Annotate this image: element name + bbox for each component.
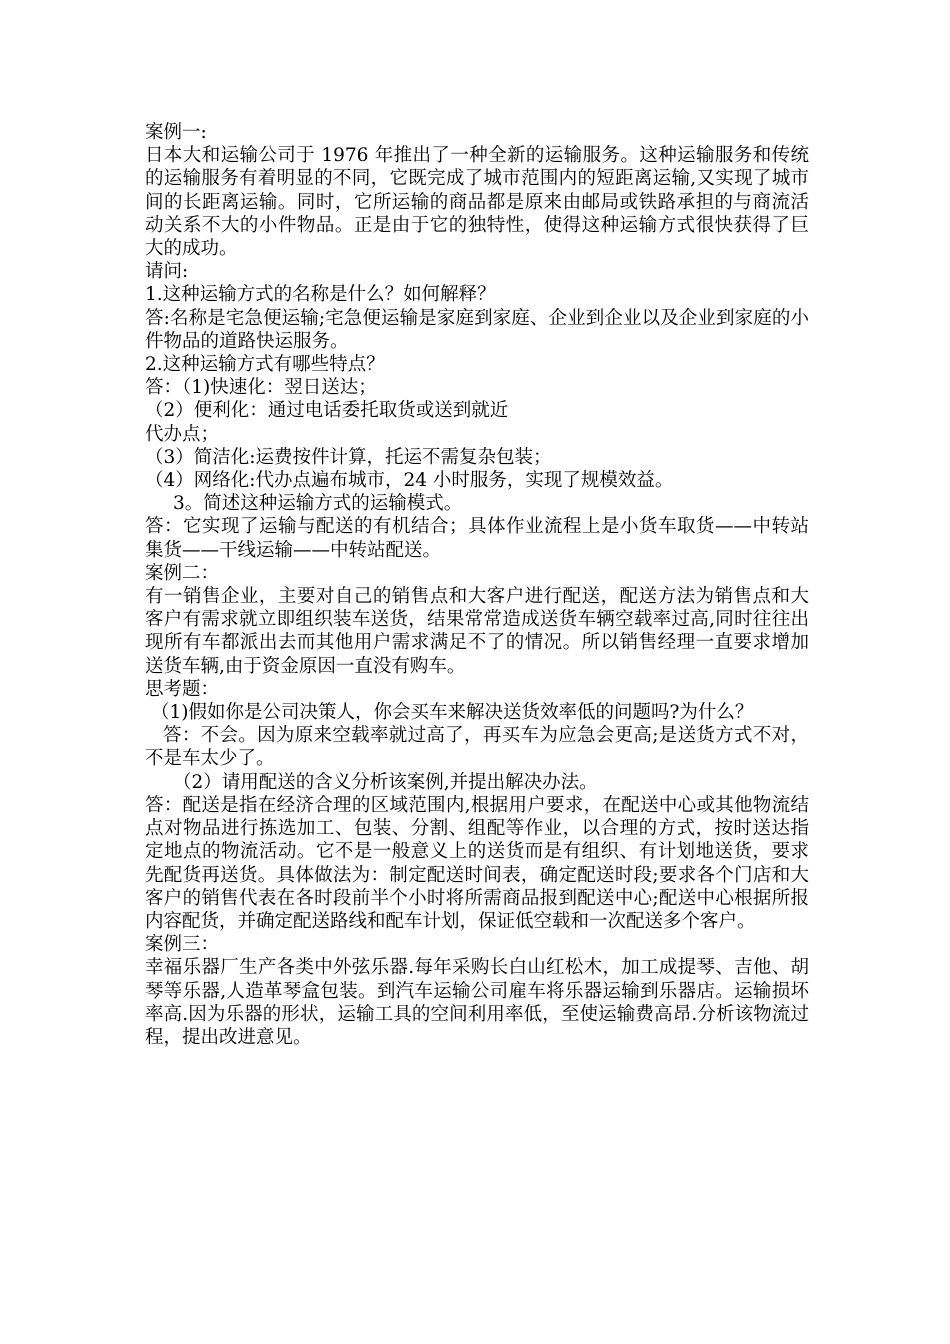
case1-question-1: 1.这种运输方式的名称是什么？如何解释？: [145, 284, 496, 306]
case1-text: 日本大和运输公司于 1976 年推出了一种全新的运输服务。这种运输服务和传统的运输服务有着明显的不同，它既完成了城市范围内的短距离运输,又实现了城市间的长距离运输。同时，它所运输的商品都是原来由邮局或铁路承担的与商流活动关系不大的小件物品。正是由于它的独特性，使得这种运输方式很快获得了巨大的成功。: [145, 145, 809, 260]
case3-heading: 案例三：: [145, 934, 220, 956]
case1-answer-2-item-1: 答：（1)快速化：翌日送达；: [145, 377, 377, 399]
case1-answer-2-item-2: （2）便利化：通过电话委托取货或送到就近: [145, 400, 509, 422]
case2-heading: 案例二：: [145, 562, 220, 584]
case2-question-1: （1)假如你是公司决策人，你会买车来解决送货效率低的问题吗?为什么？: [151, 702, 754, 724]
document-body: [145, 121, 809, 1049]
case2-question-label: 思考题：: [145, 678, 220, 700]
case1-question-label: 请问:: [145, 261, 189, 283]
case1-answer-2-item-3: （3）简洁化:运费按件计算，托运不需复杂包装；: [145, 446, 552, 468]
case3-text: 幸福乐器厂生产各类中外弦乐器.每年采购长白山红松木，加工成提琴、吉他、胡琴等乐器,人造革琴盒包装。到汽车运输公司雇车将乐器运输到乐器店。运输损坏率高.因为乐器的形状，运输工具的空间利用率低，至使运输费高昂.分析该物流过程，提出改进意见。: [145, 957, 809, 1048]
case1-answer-1: 答:名称是宅急便运输;宅急便运输是家庭到家庭、企业到企业以及企业到家庭的小件物品的道路快运服务。: [145, 307, 809, 352]
case1-answer-2-item-4: （4）网络化:代办点遍布城市，24 小时服务，实现了规模效益。: [145, 470, 674, 492]
case2-text: 有一销售企业，主要对自己的销售点和大客户进行配送，配送方法为销售点和大客户有需求就立即组织装车送货，结果常常造成送货车辆空载率过高,同时往往出现所有车都派出去而其他用户需求满足不了的情况。所以销售经理一直要求增加送货车辆,由于资金原因一直没有购车。: [145, 586, 809, 677]
case1-question-3: 3。简述这种运输方式的运输模式。: [173, 493, 463, 515]
case2-answer-1: 答：不会。因为原来空载率就过高了，再买车为应急会更高;是送货方式不对，不是车太少了。: [145, 725, 809, 770]
case2-answer-2: 答：配送是指在经济合理的区域范围内,根据用户要求，在配送中心或其他物流结点对物品进行拣选加工、包装、分割、组配等作业，以合理的方式，按时送达指定地点的物流活动。它不是一般意义上的送货而是有组织、有计划地送货，要求先配货再送货。具体做法为：制定配送时间表，确定配送时段;要求各个门店和大客户的销售代表在各时段前半个小时将所需商品报到配送中心;配送中心根据所报内容配货，并确定配送路线和配车计划，保证低空载和一次配送多个客户。: [145, 794, 809, 932]
case2-question-2: （2）请用配送的含义分析该案例,并提出解决办法。: [173, 771, 598, 793]
case1-heading: 案例一:: [145, 122, 207, 143]
case1-question-2: 2.这种运输方式有哪些特点？: [145, 354, 385, 376]
case1-answer-2-item-2-cont: 代办点；: [145, 423, 220, 445]
case1-answer-3: 答：它实现了运输与配送的有机结合；具体作业流程上是小货车取货——中转站集货——干线运输——中转站配送。: [145, 516, 809, 561]
